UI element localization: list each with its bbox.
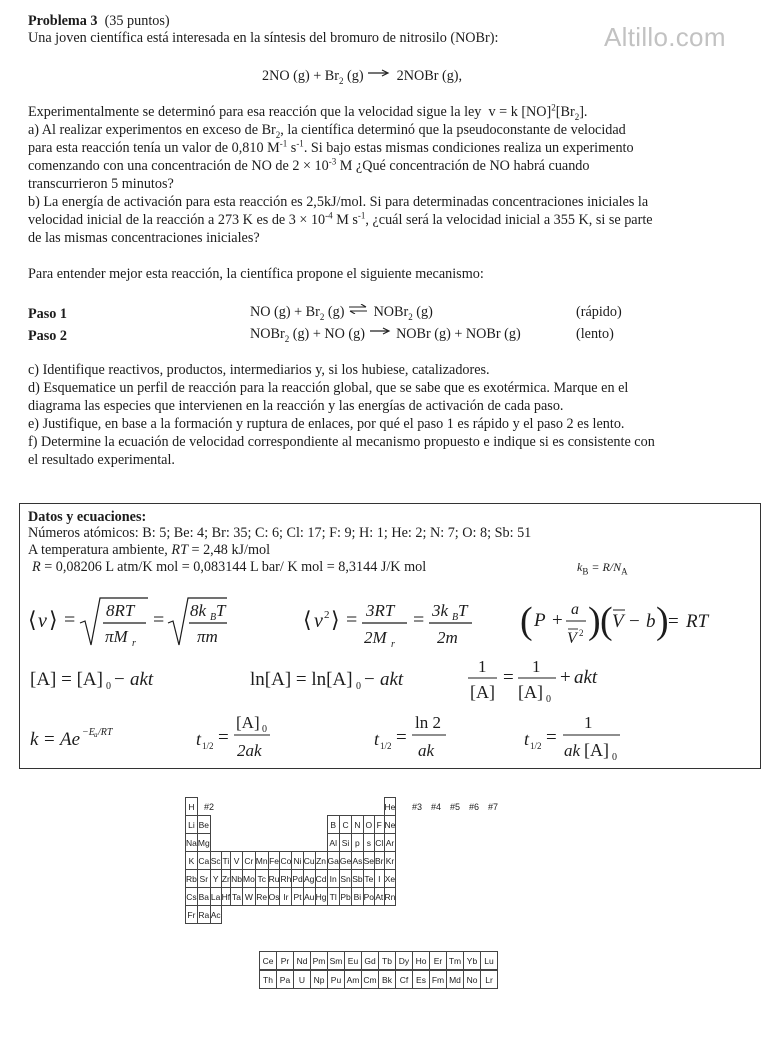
formula-graphics — [22, 585, 762, 770]
svg-text:t: t — [524, 729, 530, 749]
question-f-line1: f) Determine la ecuación de velocidad correspondiente al mecanismo propuesto e indique si es consistente con — [28, 434, 655, 450]
step1-equation: NO $(g) + Br_2$ (g) NOBr$_2$ (g) — [250, 304, 433, 322]
intro-text: Una joven científica está interesada en la síntesis del bromuro de nitrosilo (NOBr): — [28, 30, 499, 46]
empty-cell — [255, 906, 268, 924]
element-cell: Eu — [345, 952, 362, 970]
svg-text:0: 0 — [612, 752, 617, 763]
svg-text:⟨: ⟨ — [28, 607, 37, 632]
svg-text:=: = — [44, 729, 55, 750]
element-cell: F — [375, 816, 385, 834]
step2-speed: (lento) — [576, 326, 614, 342]
empty-cell — [231, 816, 243, 834]
element-cell: Ru — [268, 870, 280, 888]
element-cell: Tc — [255, 870, 268, 888]
empty-cell — [242, 798, 255, 816]
group-label-2: #2 — [204, 802, 215, 812]
element-cell: Kr — [384, 852, 396, 870]
part-a-line4: transcurrieron 5 minutos? — [28, 176, 174, 192]
empty-cell — [292, 906, 303, 924]
step1-speed: (rápido) — [576, 304, 622, 320]
svg-text:=: = — [346, 609, 358, 631]
svg-text:3RT: 3RT — [366, 601, 395, 620]
part-b-line2: velocidad inicial de la reacción a 273 K es de $3 \times 10^{-4}$ M $s^{-1}$, ¿cuál será la velocidad inicial a 355 K, si se parte — [28, 210, 653, 228]
empty-cell — [363, 906, 374, 924]
element-cell: p — [352, 834, 363, 852]
element-cell: Md — [447, 971, 464, 989]
element-cell: Pr — [277, 952, 294, 970]
element-cell: Rn — [384, 888, 396, 906]
element-cell: Au — [303, 888, 315, 906]
element-cell: Ga — [327, 852, 339, 870]
element-cell: Be — [197, 816, 210, 834]
svg-text:πM: πM — [105, 627, 128, 646]
svg-text:T: T — [216, 601, 226, 620]
empty-cell — [231, 834, 243, 852]
step2-label: Paso 2 — [28, 328, 68, 344]
empty-cell — [352, 906, 363, 924]
element-cell: Cs — [186, 888, 198, 906]
svg-text:8k: 8k — [190, 601, 207, 620]
problem-title: Problema 3 — [28, 13, 98, 29]
element-cell: Pu — [328, 971, 345, 989]
empty-cell — [242, 906, 255, 924]
empty-cell — [315, 816, 327, 834]
element-cell: Sc — [210, 852, 221, 870]
svg-text:−: − — [114, 669, 125, 690]
svg-text:B: B — [210, 612, 217, 623]
element-cell: Lr — [481, 971, 498, 989]
svg-text:−: − — [629, 611, 640, 632]
rt-value: A temperatura ambiente, RT = 2,48 kJ/mol — [28, 542, 271, 558]
question-d-line1: d) Esquematice un perfil de reacción para la reacción global, que se sabe que es exotérmica. Marque en el — [28, 380, 629, 396]
element-cell: Al — [327, 834, 339, 852]
rate-law-line: Experimentalmente se determinó para esa reacción que la velocidad sigue la ley v = k $[NO]^2[Br_2]$. — [28, 102, 588, 122]
svg-text:akt: akt — [380, 669, 404, 690]
element-cell: Pb — [339, 888, 351, 906]
question-e: e) Justifique, en base a la formación y ruptura de enlaces, por qué el paso 1 es rápido y el paso 2 es lento. — [28, 416, 625, 432]
question-c: c) Identifique reactivos, productos, intermediarios y, si los hubiese, catalizadores. — [28, 362, 490, 378]
element-cell: Os — [268, 888, 280, 906]
group-label-4: #4 — [431, 802, 442, 812]
empty-cell — [242, 816, 255, 834]
svg-text:2ak: 2ak — [237, 741, 262, 760]
svg-text:⟩: ⟩ — [331, 607, 340, 632]
group-label-3: #3 — [412, 802, 423, 812]
element-cell: Ar — [384, 834, 396, 852]
step1-label: Paso 1 — [28, 306, 68, 322]
empty-cell — [255, 798, 268, 816]
svg-text:=: = — [503, 667, 514, 688]
element-cell: Po — [363, 888, 374, 906]
element-cell: Ne — [384, 816, 396, 834]
element-cell: Es — [413, 971, 430, 989]
svg-text:v: v — [314, 610, 323, 632]
svg-text:8RT: 8RT — [106, 601, 135, 620]
element-cell: Li — [186, 816, 198, 834]
empty-cell — [303, 834, 315, 852]
element-cell: U — [294, 971, 311, 989]
part-b-line1: b) La energía de activación para esta reacción es 2,5kJ/mol. Si para determinadas concentraciones iniciales la — [28, 194, 649, 210]
empty-cell — [352, 798, 363, 816]
element-cell: Fe — [268, 852, 280, 870]
element-cell: Sm — [328, 952, 345, 970]
element-cell: Pm — [311, 952, 328, 970]
empty-cell — [231, 906, 243, 924]
svg-text:⟨: ⟨ — [303, 607, 312, 632]
svg-text:2M: 2M — [364, 628, 387, 647]
half-life-first-order-formula — [374, 713, 446, 760]
svg-text:[A]: [A] — [470, 682, 495, 702]
element-cell: Lu — [481, 952, 498, 970]
element-cell: Rb — [186, 870, 198, 888]
element-cell: Br — [375, 852, 385, 870]
group-label-6: #6 — [469, 802, 480, 812]
svg-text:πm: πm — [197, 627, 218, 646]
svg-text:B: B — [452, 612, 459, 623]
first-order-formula — [250, 669, 404, 692]
empty-cell — [268, 906, 280, 924]
group-label-7: #7 — [488, 802, 499, 812]
question-f-line2: el resultado experimental. — [28, 452, 175, 468]
svg-text:b: b — [646, 611, 656, 632]
element-cell: Te — [363, 870, 374, 888]
atomic-numbers: Números atómicos: B: 5; Be: 4; Br: 35; C: 6; Cl: 17; F: 9; H: 1; He: 2; N: 7; O: 8; Sb: 51 — [28, 525, 532, 541]
svg-text:t: t — [196, 729, 202, 749]
element-cell: La — [210, 888, 221, 906]
element-cell: Mn — [255, 852, 268, 870]
svg-text:+: + — [560, 667, 571, 688]
empty-cell — [268, 816, 280, 834]
element-cell: Nb — [231, 870, 243, 888]
element-cell: Y — [210, 870, 221, 888]
svg-text:): ) — [656, 600, 669, 642]
problem-points: (35 puntos) — [104, 13, 170, 29]
watermark-logo: Altillo.com — [604, 22, 726, 52]
element-cell: Sr — [197, 870, 210, 888]
svg-text:⟩: ⟩ — [49, 607, 58, 632]
element-cell: Hf — [221, 888, 231, 906]
element-cell: Zn — [315, 852, 327, 870]
element-cell: Ag — [303, 870, 315, 888]
element-cell: Zr — [221, 870, 231, 888]
element-cell: Cl — [375, 834, 385, 852]
svg-text:(: ( — [600, 600, 613, 642]
svg-text:1/2: 1/2 — [380, 741, 392, 751]
empty-cell — [339, 798, 351, 816]
svg-text:−E: −E — [82, 727, 95, 738]
periodic-table — [185, 797, 396, 924]
svg-text:ak: ak — [418, 741, 435, 760]
element-cell: No — [464, 971, 481, 989]
element-cell: Ni — [292, 852, 303, 870]
element-cell: Fr — [186, 906, 198, 924]
element-cell: Mg — [197, 834, 210, 852]
empty-cell — [210, 816, 221, 834]
element-cell: Th — [260, 971, 277, 989]
svg-text:r: r — [391, 639, 395, 650]
element-cell: As — [352, 852, 363, 870]
svg-text:0: 0 — [262, 724, 267, 735]
empty-cell — [303, 798, 315, 816]
empty-cell — [268, 798, 280, 816]
svg-text:1: 1 — [532, 657, 541, 676]
empty-cell — [315, 834, 327, 852]
empty-cell — [292, 798, 303, 816]
element-cell: In — [327, 870, 339, 888]
empty-cell — [375, 906, 385, 924]
element-cell: Pd — [292, 870, 303, 888]
zero-order-formula — [30, 669, 154, 692]
svg-text:+: + — [552, 610, 563, 631]
element-cell: H — [186, 798, 198, 816]
part-a-line3: comenzando con una concentración de NO de $2 \times 10^{-3}$ M ¿Qué concentración de NO habrá cuando — [28, 156, 590, 174]
svg-text:v: v — [38, 610, 47, 632]
empty-cell — [280, 834, 292, 852]
element-cell: Er — [430, 952, 447, 970]
svg-text:ln[A] = ln[A]: ln[A] = ln[A] — [250, 669, 353, 690]
svg-text:(: ( — [520, 600, 533, 642]
empty-cell — [255, 816, 268, 834]
element-cell: Np — [311, 971, 328, 989]
problem-heading — [28, 13, 170, 30]
data-title: Datos y ecuaciones: — [28, 509, 147, 525]
svg-text:3k: 3k — [432, 601, 449, 620]
empty-cell — [363, 798, 374, 816]
svg-text:2m: 2m — [437, 628, 458, 647]
svg-text:[A]: [A] — [236, 713, 260, 732]
element-cell: Mo — [242, 870, 255, 888]
svg-text:[A]: [A] — [518, 682, 543, 702]
element-cell: Ce — [260, 952, 277, 970]
mean-speed-formula — [28, 598, 227, 649]
empty-cell — [221, 906, 231, 924]
svg-text:1: 1 — [584, 713, 593, 732]
element-cell: s — [363, 834, 374, 852]
boltzmann-relation: $k_B = R/N_A$ — [577, 560, 628, 577]
svg-text:): ) — [588, 600, 601, 642]
empty-cell — [327, 798, 339, 816]
svg-text:ak: ak — [564, 741, 581, 760]
svg-text:k: k — [30, 729, 39, 750]
empty-cell — [384, 906, 396, 924]
van-der-waals-formula — [520, 600, 710, 647]
actinides-row — [259, 970, 498, 989]
empty-cell — [231, 798, 243, 816]
half-life-second-order-formula — [524, 713, 620, 763]
svg-text:−: − — [364, 669, 375, 690]
element-cell: Nd — [294, 952, 311, 970]
svg-text:a: a — [571, 601, 579, 618]
element-cell: Tb — [379, 952, 396, 970]
part-a-line1: a) Al realizar experimentos en exceso de $Br_2$, la científica determinó que la pseudoconstante de velocidad — [28, 122, 626, 140]
svg-text:[A] = [A]: [A] = [A] — [30, 669, 103, 690]
element-cell: Cr — [242, 852, 255, 870]
step2-equation: NOBr$_2$ (g) + NO (g) NOBr (g) + NOBr (g) — [250, 326, 521, 343]
element-cell: Xe — [384, 870, 396, 888]
lanthanides-row — [259, 951, 498, 970]
svg-text:1: 1 — [478, 657, 487, 676]
svg-text:Ae: Ae — [60, 729, 81, 750]
element-cell: W — [242, 888, 255, 906]
element-cell: Se — [363, 852, 374, 870]
empty-cell — [268, 834, 280, 852]
element-cell: I — [375, 870, 385, 888]
svg-text:V: V — [612, 611, 624, 632]
svg-text:=: = — [413, 609, 425, 631]
element-cell: K — [186, 852, 198, 870]
svg-text:=: = — [64, 609, 76, 631]
element-cell: Cf — [396, 971, 413, 989]
element-cell: Pa — [277, 971, 294, 989]
element-cell: Co — [280, 852, 292, 870]
svg-text:0: 0 — [546, 694, 551, 705]
svg-text:T: T — [458, 601, 468, 620]
element-cell: Rh — [280, 870, 292, 888]
element-cell: Bk — [379, 971, 396, 989]
equilibrium-arrow-icon — [348, 302, 370, 319]
element-cell: Hg — [315, 888, 327, 906]
svg-text:=: = — [396, 727, 407, 748]
part-b-line3: de las mismas concentraciones iniciales? — [28, 230, 260, 246]
element-cell: Sn — [339, 870, 351, 888]
svg-text:RT: RT — [686, 611, 709, 632]
element-cell: Ca — [197, 852, 210, 870]
svg-text:ln 2: ln 2 — [415, 713, 441, 732]
element-cell: Ac — [210, 906, 221, 924]
element-cell: B — [327, 816, 339, 834]
element-cell: Yb — [464, 952, 481, 970]
element-cell: V — [231, 852, 243, 870]
svg-text:akt: akt — [130, 669, 154, 690]
gas-constant: R = 0,08206 L atm/K mol = 0,083144 L bar/ K mol = 8,3144 J/K mol — [32, 559, 427, 575]
svg-text:0: 0 — [106, 681, 111, 692]
question-d-line2: diagrama las especies que intervienen en la reacción y las energías de activación de cada paso. — [28, 398, 564, 414]
group-label-5: #5 — [450, 802, 461, 812]
empty-cell — [327, 906, 339, 924]
part-a-line2: para esta reacción tenía un valor de 0,810 $M^{-1}$ $s^{-1}$. Si bajo estas mismas condiciones realiza un experimento — [28, 138, 634, 156]
svg-text:=: = — [546, 727, 557, 748]
element-cell: Cm — [362, 971, 379, 989]
element-cell: Tm — [447, 952, 464, 970]
second-order-formula — [468, 657, 598, 705]
empty-cell — [303, 816, 315, 834]
element-cell: Sb — [352, 870, 363, 888]
element-cell: Re — [255, 888, 268, 906]
empty-cell — [280, 798, 292, 816]
element-cell: Am — [345, 971, 362, 989]
element-cell: N — [352, 816, 363, 834]
arrow-icon — [369, 323, 393, 340]
svg-text:/RT: /RT — [98, 727, 113, 738]
element-cell: Tl — [327, 888, 339, 906]
empty-cell — [292, 816, 303, 834]
element-cell: Gd — [362, 952, 379, 970]
element-cell: At — [375, 888, 385, 906]
empty-cell — [255, 834, 268, 852]
element-cell: Fm — [430, 971, 447, 989]
arrow-icon — [367, 65, 393, 82]
element-cell: Ge — [339, 852, 351, 870]
element-cell: Dy — [396, 952, 413, 970]
svg-text:V: V — [567, 630, 577, 647]
svg-text:2: 2 — [324, 609, 330, 621]
svg-text:r: r — [132, 638, 136, 649]
main-reaction: 2NO $(g) + Br_2$ (g) 2NOBr (g), — [262, 68, 462, 85]
element-cell: Cu — [303, 852, 315, 870]
element-cell: Ir — [280, 888, 292, 906]
element-cell: Na — [186, 834, 198, 852]
svg-text:1/2: 1/2 — [202, 741, 214, 751]
empty-cell — [280, 906, 292, 924]
svg-text:t: t — [374, 729, 380, 749]
empty-cell — [303, 906, 315, 924]
empty-cell — [280, 816, 292, 834]
arrhenius-formula — [30, 727, 114, 750]
empty-cell — [221, 816, 231, 834]
element-cell: Cd — [315, 870, 327, 888]
element-cell: Ho — [413, 952, 430, 970]
svg-text:=: = — [153, 609, 165, 631]
svg-text:1/2: 1/2 — [530, 741, 542, 751]
svg-text:=: = — [668, 611, 679, 632]
empty-cell — [221, 834, 231, 852]
empty-cell — [315, 906, 327, 924]
element-cell: Ba — [197, 888, 210, 906]
svg-text:akt: akt — [574, 667, 598, 688]
element-cell: Ti — [221, 852, 231, 870]
svg-text:[A]: [A] — [584, 740, 609, 760]
element-cell: Bi — [352, 888, 363, 906]
mechanism-intro: Para entender mejor esta reacción, la científica propone el siguiente mecanismo: — [28, 266, 484, 282]
element-cell: He — [384, 798, 396, 816]
empty-cell — [221, 798, 231, 816]
empty-cell — [339, 906, 351, 924]
empty-cell — [242, 834, 255, 852]
empty-cell — [210, 834, 221, 852]
half-life-zero-order-formula — [196, 713, 270, 760]
mean-square-speed-formula — [303, 601, 472, 650]
svg-text:P: P — [534, 610, 546, 631]
element-cell: Ra — [197, 906, 210, 924]
element-cell: C — [339, 816, 351, 834]
svg-text:=: = — [218, 727, 229, 748]
element-cell: Si — [339, 834, 351, 852]
empty-cell — [375, 798, 385, 816]
svg-text:a: a — [94, 731, 98, 739]
svg-text:0: 0 — [356, 681, 361, 692]
element-cell: Ta — [231, 888, 243, 906]
element-cell: Pt — [292, 888, 303, 906]
svg-text:2: 2 — [579, 628, 584, 638]
empty-cell — [292, 834, 303, 852]
empty-cell — [315, 798, 327, 816]
element-cell: O — [363, 816, 374, 834]
